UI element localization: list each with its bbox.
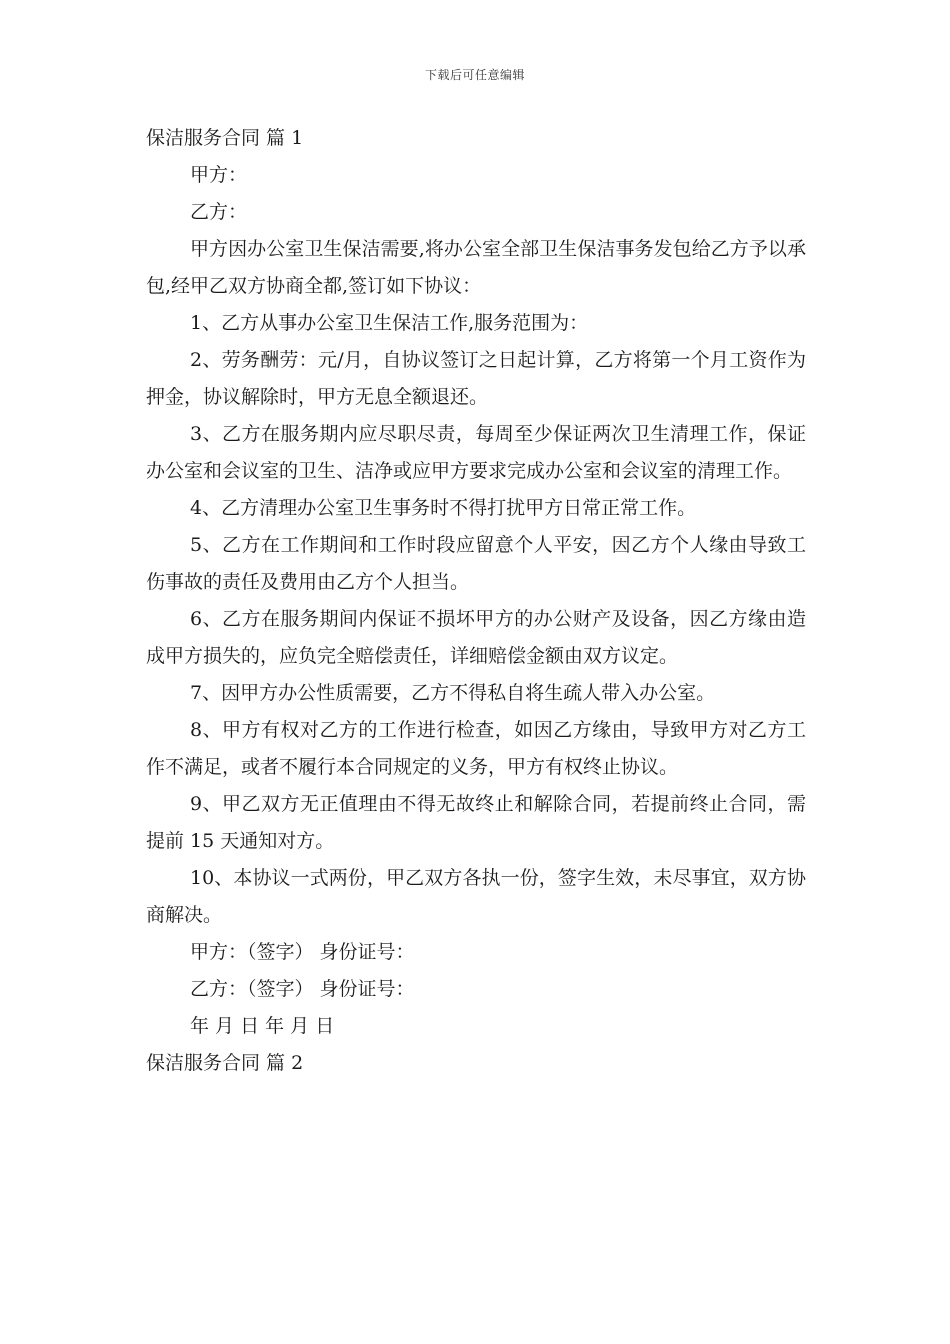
signature-party-a: 甲方：（签字） 身份证号： [190,941,415,963]
intro-paragraph: 甲方因办公室卫生保洁需要,将办公室全部卫生保洁事务发包给乙方予以承包,经甲乙双方协商全都,签订如下协议： [146,238,806,297]
clause-4: 4、乙方清理办公室卫生事务时不得打扰甲方日常正常工作。 [190,497,697,519]
clause-2: 2、劳务酬劳：元/月，自协议签订之日起计算，乙方将第一个月工资作为押金，协议解除时，甲方无息全额退还。 [146,349,806,408]
clause-8: 8、甲方有权对乙方的工作进行检查，如因乙方缘由，导致甲方对乙方工作不满足，或者不履行本合同规定的义务，甲方有权终止协议。 [146,719,806,778]
date-line: 年 月 日 年 月 日 [190,1015,335,1037]
party-b-line: 乙方： [190,201,248,223]
clause-10: 10、本协议一式两份，甲乙双方各执一份，签字生效，未尽事宜，双方协商解决。 [146,867,806,926]
clause-5: 5、乙方在工作期间和工作时段应留意个人平安，因乙方个人缘由导致工伤事故的责任及费用由乙方个人担当。 [146,534,806,593]
document-body [146,120,806,1082]
section-title-2: 保洁服务合同 篇 2 [146,1052,304,1074]
signature-party-b: 乙方：（签字） 身份证号： [190,978,415,1000]
section-title: 保洁服务合同 篇 1 [146,127,304,149]
clause-9: 9、甲乙双方无正值理由不得无故终止和解除合同，若提前终止合同，需提前 15 天通知对方。 [146,793,806,852]
clause-7: 7、因甲方办公性质需要，乙方不得私自将生疏人带入办公室。 [190,682,716,704]
clause-3: 3、乙方在服务期内应尽职尽责，每周至少保证两次卫生清理工作，保证办公室和会议室的卫生、洁净或应甲方要求完成办公室和会议室的清理工作。 [146,423,806,482]
clause-6: 6、乙方在服务期间内保证不损坏甲方的办公财产及设备，因乙方缘由造成甲方损失的，应负完全赔偿责任，详细赔偿金额由双方议定。 [146,608,806,667]
page-header: 下载后可任意编辑 [424,68,525,82]
party-a-line: 甲方： [190,164,248,186]
clause-1: 1、乙方从事办公室卫生保洁工作,服务范围为： [190,312,589,334]
